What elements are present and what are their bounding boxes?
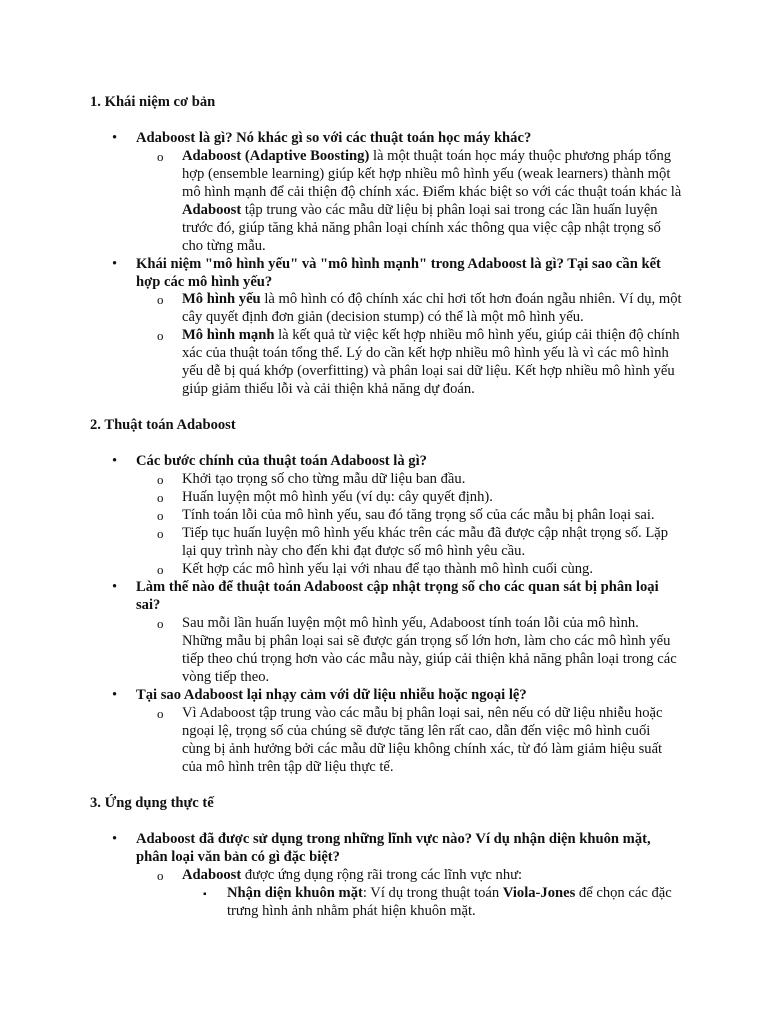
text-run: được ứng dụng rộng rãi trong các lĩnh vực như: [241, 867, 523, 883]
bold-term: Adaboost [182, 867, 242, 883]
section-heading: 1. Khái niệm cơ bản [90, 94, 216, 110]
question-item [112, 687, 681, 705]
question-item [112, 130, 681, 148]
section-heading: 3. Ứng dụng thực tế [90, 795, 214, 811]
question-text: Tại sao Adaboost lại nhạy cảm với dữ liệu nhiễu hoặc ngoại lệ? [136, 687, 527, 703]
bullet-marker: • [112, 687, 118, 703]
text-run: là mô hình có độ chính xác chỉ hơi tốt hơn đoán ngẫu nhiên. Ví dụ, một cây quyết định đơn giản (decision stump) có thể là một mô hình yếu. [182, 291, 682, 325]
step-item [157, 507, 682, 525]
bullet-marker: o [157, 562, 164, 577]
bold-term: Mô hình yếu [182, 291, 261, 307]
question-item [112, 579, 681, 615]
answer-item [157, 148, 682, 255]
question-item [112, 831, 681, 867]
text-run: : Ví dụ trong thuật toán [362, 885, 503, 901]
step-text: Tính toán lỗi của mô hình yếu, sau đó tăng trọng số của các mẫu bị phân loại sai. [182, 507, 655, 523]
text-run: để chọn các đặc trưng hình ảnh nhằm phát hiện khuôn mặt. [227, 885, 672, 919]
answer-item [157, 867, 682, 885]
bullet-marker: o [157, 490, 164, 505]
question-text: Làm thế nào để thuật toán Adaboost cập nhật trọng số cho các quan sát bị phân loại sai? [136, 579, 659, 613]
answer-item [157, 615, 682, 687]
bullet-marker: o [157, 616, 164, 631]
answer-item [157, 327, 682, 399]
question-text: Adaboost là gì? Nó khác gì so với các thuật toán học máy khác? [136, 130, 532, 146]
bullet-marker: o [157, 472, 164, 487]
bold-term: Adaboost [182, 201, 242, 218]
answer-text [182, 291, 682, 325]
answer-text: Vì Adaboost tập trung vào các mẫu bị phân loại sai, nên nếu có dữ liệu nhiễu hoặc ngoại lệ, trọng số của chúng sẽ được tăng lên rất cao, dẫn đến việc mô hình cuối cùng bị ảnh hưởng bởi các mẫu dữ liệu không chính xác, từ đó làm giảm hiệu suất của mô hình trên tập dữ liệu thực tế. [182, 705, 663, 775]
text-run: tập trung vào các mẫu dữ liệu bị phân loại sai trong các lần huấn luyện trước đó, giúp tăng khả năng phân loại chính xác thông qua việc cập nhật trọng số cho từng mẫu. [182, 201, 661, 254]
bullet-marker: • [112, 831, 118, 847]
bullet-marker: o [157, 149, 164, 164]
question-item [112, 256, 681, 292]
answer-text: Sau mỗi lần huấn luyện một mô hình yếu, Adaboost tính toán lỗi của mô hình. Những mẫu bị phân loại sai sẽ được gán trọng số lớn hơn, làm cho các mô hình yếu tiếp theo chú trọng hơn vào các mẫu này, giúp cải thiện khả năng phân loại trong các vòng tiếp theo. [182, 615, 677, 685]
answer-item [157, 291, 682, 327]
bullet-marker: • [112, 453, 118, 469]
question-text: Adaboost đã được sử dụng trong những lĩnh vực nào? Ví dụ nhận diện khuôn mặt, phân loại văn bản có gì đặc biệt? [136, 831, 651, 865]
bullet-marker: o [157, 526, 164, 541]
bullet-marker: • [112, 256, 118, 272]
step-item [157, 489, 682, 507]
bullet-marker: o [157, 328, 164, 343]
bullet-marker: o [157, 508, 164, 523]
bold-term: Adaboost (Adaptive Boosting) [182, 148, 370, 164]
sub-answer-text [227, 885, 672, 919]
bullet-marker: • [112, 130, 118, 146]
answer-text [182, 148, 681, 254]
bullet-marker: o [157, 868, 164, 883]
answer-text [182, 867, 522, 883]
step-item [157, 471, 682, 489]
sub-answer-item [203, 885, 682, 921]
step-item [157, 561, 682, 579]
step-item [157, 525, 682, 561]
answer-item [157, 705, 682, 777]
text-run: là kết quả từ việc kết hợp nhiều mô hình yếu, giúp cải thiện độ chính xác của thuật toán tổng thể. Lý do cần kết hợp nhiều mô hình yếu là vì các mô hình yếu dễ bị quá khớp (overfitting) và phân loại sai dữ liệu. Kết hợp nhiều mô hình yếu giúp giảm thiểu lỗi và cải thiện khả năng dự đoán. [182, 327, 680, 397]
text-run: là một thuật toán học máy thuộc phương pháp tổng hợp (ensemble learning) giúp kết hợp nhiều mô hình yếu (weak learners) thành một mô hình mạnh để cải thiện độ chính xác. Điểm khác biệt so với các thuật toán khác là [182, 148, 682, 200]
question-item [112, 453, 681, 471]
bold-term: Nhận diện khuôn mặt [227, 885, 363, 901]
bullet-marker: o [157, 292, 164, 307]
answer-text [182, 327, 680, 397]
square-bullet-marker: ▪ [203, 889, 207, 900]
bullet-marker: • [112, 579, 118, 595]
step-text: Huấn luyện một mô hình yếu (ví dụ: cây quyết định). [182, 489, 493, 505]
step-text: Kết hợp các mô hình yếu lại với nhau để tạo thành mô hình cuối cùng. [182, 561, 593, 577]
step-text: Tiếp tục huấn luyện mô hình yếu khác trên các mẫu đã được cập nhật trọng số. Lặp lại quy trình này cho đến khi đạt được số mô hình yêu cầu. [182, 525, 669, 559]
bullet-marker: o [157, 706, 164, 721]
bold-term: Mô hình mạnh [182, 327, 275, 343]
section-heading: 2. Thuật toán Adaboost [90, 417, 236, 433]
question-text: Khái niệm "mô hình yếu" và "mô hình mạnh" trong Adaboost là gì? Tại sao cần kết hợp các mô hình yếu? [136, 256, 661, 290]
bold-term: Viola-Jones [502, 885, 576, 901]
question-text: Các bước chính của thuật toán Adaboost là gì? [136, 453, 427, 469]
step-text: Khởi tạo trọng số cho từng mẫu dữ liệu ban đầu. [182, 471, 466, 487]
